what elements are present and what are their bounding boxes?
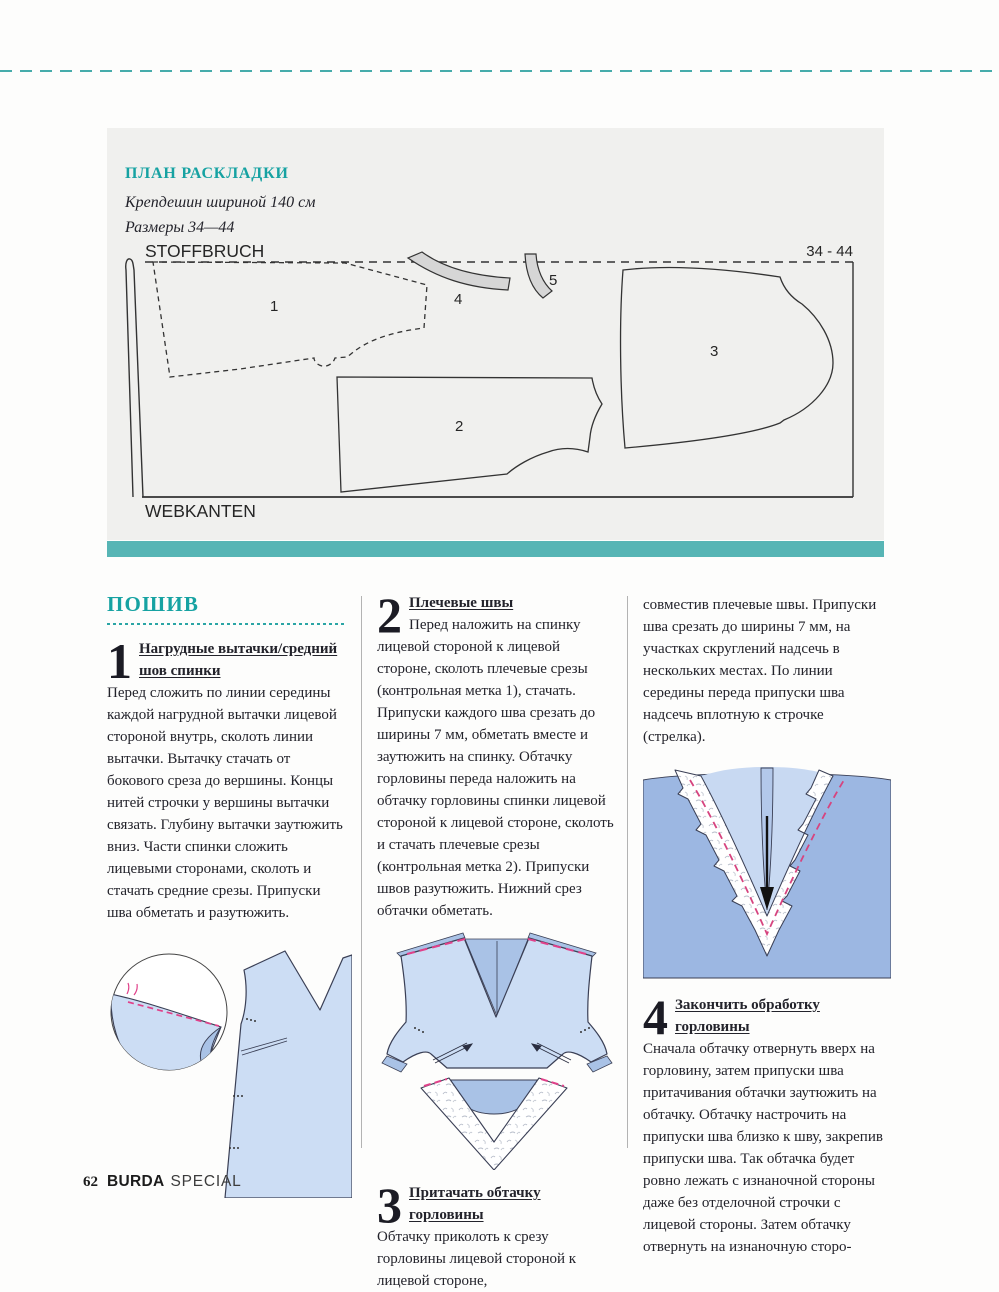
step-3-body: Обтачку приколоть к срезу горловины лицевой стороной к лицевой стороне, bbox=[377, 1229, 577, 1289]
sizes-line: Размеры 34—44 bbox=[125, 219, 235, 236]
dart-illustration bbox=[107, 948, 352, 1198]
pattern-piece-1-outline bbox=[153, 262, 427, 377]
step-1-heading: Нагрудные вытачки/средний шов спинки bbox=[139, 641, 338, 679]
step-1-number: 1 bbox=[107, 633, 132, 689]
size-range-label: 34 - 44 bbox=[806, 244, 853, 260]
teal-dashed-rule bbox=[107, 623, 347, 625]
piece-1-number: 1 bbox=[270, 298, 279, 315]
pattern-piece-5-outline bbox=[525, 254, 552, 298]
sewing-section-title: ПОШИВ bbox=[107, 592, 200, 616]
text-column-3 bbox=[643, 592, 884, 1258]
brand-name: BURDA bbox=[107, 1173, 165, 1190]
step-1-body: Перед сложить по линии середины каждой нагрудной вытачки лицевой стороной внутрь, сколоть линии вытачки. Вытачку стачать от бокового среза до вершины. Концы нитей строчки у вершины вытачки связать. Глубину вытачки заутюжить вниз. Части спинки сложить лицевыми сторонами, сколоть и стачать средние срезы. Припуски шва обметать и разутюжить. bbox=[107, 685, 343, 921]
fabric-fold-edge bbox=[126, 259, 143, 497]
layout-plan-title: ПЛАН РАСКЛАДКИ bbox=[125, 165, 289, 182]
text-column-1 bbox=[107, 592, 347, 1198]
step-4-heading: Закончить обработку горловины bbox=[675, 997, 820, 1035]
step-1 bbox=[107, 633, 347, 924]
step-4-body: Сначала обтачку отвернуть вверх на горловину, затем припуски шва притачивания обтачки заутюжить на обтачку. Обтачку настрочить на припуски шва близко к шву, закрепив припуски шва. Так обтачка будет ровно лежать с изнаночной стороны даже без отделочной строчки с лицевой стороны. Затем обтачку отвернуть на изнаночную сторо- bbox=[643, 1041, 883, 1255]
step-3 bbox=[377, 1177, 617, 1292]
page-footer bbox=[83, 1173, 242, 1191]
step-2-body: Перед наложить на спинку лицевой стороной к лицевой стороне, сколоть плечевые срезы (контрольная метка 1), стачать. Припуски каждого шва срезать до ширины 7 мм, обметать вместе и заутюжить на спинку. Обтачку горловины переда наложить на обтачку горловины спинки лицевой стороной к лицевой стороне, сколоть и стачать плечевые срезы (контрольная метка 2). Припуски швов разутюжить. Нижний срез обтачки обметать. bbox=[377, 617, 614, 919]
step-2-heading: Плечевые швы bbox=[409, 595, 514, 611]
step-3-body-continued: совместив плечевые швы. Припуски шва срезать до ширины 7 мм, на участках скруглений надсечь в нескольких местах. По линии середины переда припуски шва надсечь вплотную к строчке (стрелка). bbox=[643, 597, 877, 745]
cutting-layout-panel bbox=[107, 128, 884, 540]
decorative-stitch-line bbox=[0, 70, 999, 72]
shoulder-seam-illustration bbox=[377, 930, 627, 1170]
column-divider-1 bbox=[361, 596, 362, 1148]
text-column-2 bbox=[377, 587, 617, 1292]
dress-front-piece bbox=[225, 951, 352, 1198]
piece-2-number: 2 bbox=[455, 418, 464, 435]
layout-plan-subtitle bbox=[125, 190, 315, 240]
step-3-number: 3 bbox=[377, 1177, 402, 1233]
webkanten-label: WEBKANTEN bbox=[145, 501, 256, 521]
piece-3-number: 3 bbox=[710, 343, 719, 360]
step-2-number: 2 bbox=[377, 587, 402, 643]
step-4-number: 4 bbox=[643, 989, 668, 1045]
teal-divider-bar bbox=[107, 541, 884, 557]
pattern-piece-3-outline bbox=[621, 268, 833, 448]
step-3-heading: Притачать обтачку горловины bbox=[409, 1185, 541, 1223]
page-number: 62 bbox=[83, 1174, 98, 1190]
brand-suffix: SPECIAL bbox=[170, 1173, 242, 1190]
neckline-finish-illustration bbox=[643, 758, 891, 982]
piece-4-number: 4 bbox=[454, 291, 463, 308]
pattern-piece-2-outline bbox=[337, 377, 602, 492]
step-2 bbox=[377, 587, 617, 922]
step-4 bbox=[643, 989, 884, 1258]
stoffbruch-label: STOFFBRUCH bbox=[145, 244, 265, 261]
fabric-line: Крепдешин шириной 140 см bbox=[125, 194, 316, 211]
piece-5-number: 5 bbox=[549, 272, 558, 289]
column-divider-2 bbox=[627, 596, 628, 1148]
cutting-layout-diagram bbox=[112, 244, 867, 526]
